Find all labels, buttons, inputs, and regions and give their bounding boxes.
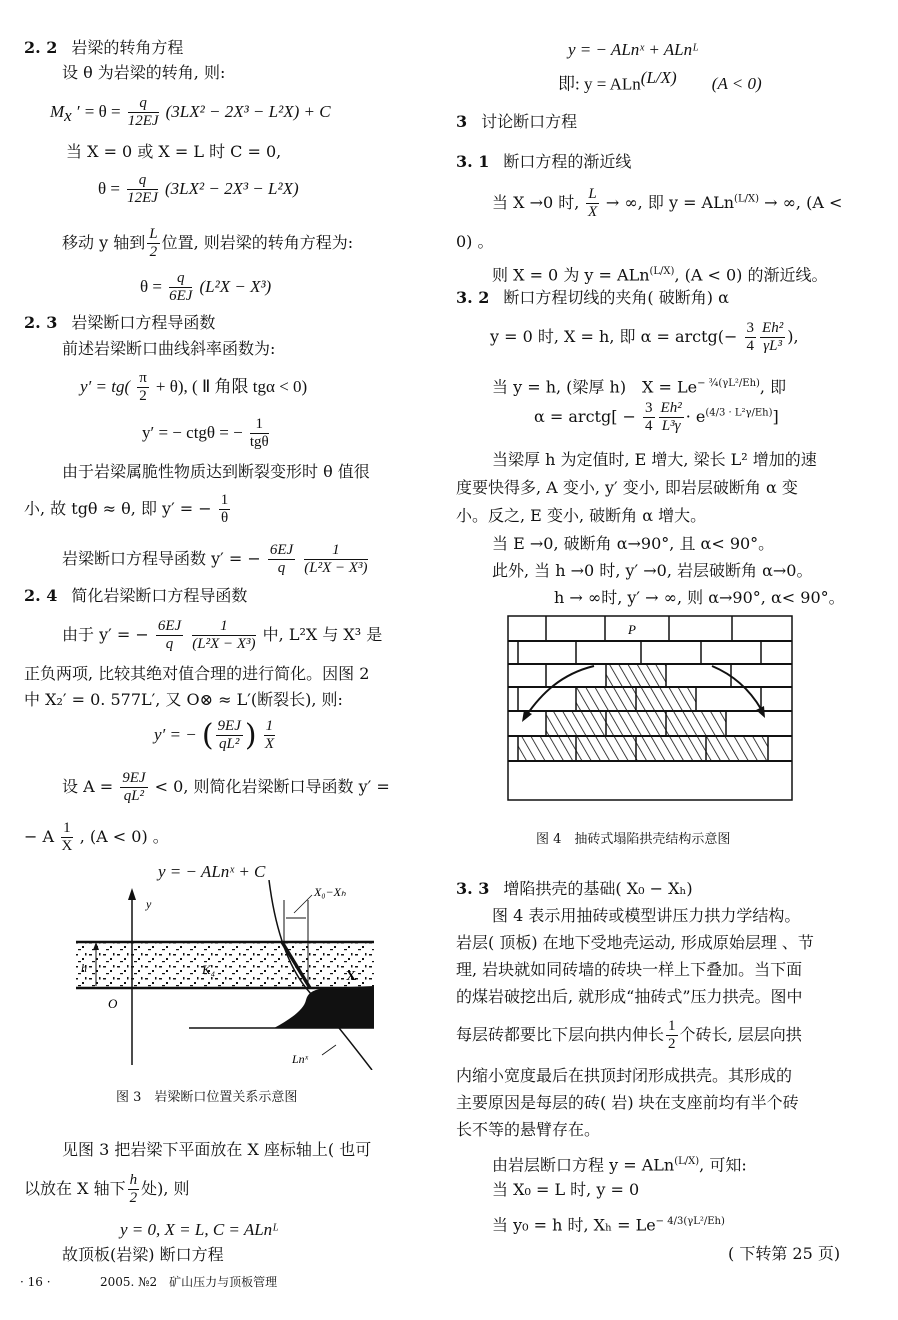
paragraph: 内缩小宽度最后在拱顶封闭形成拱壳。其形成的 bbox=[456, 1066, 793, 1085]
fraction bbox=[659, 400, 684, 435]
bracket: ) bbox=[244, 718, 257, 753]
page-number: · 16 · bbox=[20, 1275, 51, 1289]
eq-sup: (4/3 · L²γ/Eh) bbox=[705, 407, 773, 419]
eq-term: y′ = − bbox=[154, 725, 197, 744]
eq-term: (3LX² − 2X³ − L²X) + C bbox=[165, 102, 331, 121]
text: 岩梁断口方程导函数 y′ = − bbox=[62, 549, 261, 568]
numerator: 9EJ bbox=[217, 718, 241, 734]
fraction bbox=[61, 820, 73, 855]
text: 移动 y 轴到 bbox=[62, 233, 146, 252]
eq-sup: − ¾(γL²/Eh) bbox=[697, 378, 760, 389]
numerator: 6EJ bbox=[269, 542, 294, 558]
paragraph bbox=[492, 1152, 747, 1175]
fraction bbox=[147, 226, 159, 261]
text: → ∞, (A < bbox=[764, 193, 843, 212]
paragraph: 由于岩梁属脆性物质达到断裂变形时 θ 值很 bbox=[62, 462, 370, 481]
bracket: ( bbox=[201, 718, 214, 753]
equation bbox=[490, 320, 799, 355]
numerator: 3 bbox=[645, 400, 653, 416]
leader-line bbox=[322, 1045, 336, 1055]
paragraph bbox=[62, 226, 353, 261]
text: 当 y = h, (梁厚 h) X = Le bbox=[492, 377, 698, 397]
numerator: q bbox=[128, 95, 159, 113]
text: 当 X →0 时, bbox=[492, 193, 580, 212]
text: 当 y₀ = h 时, Xₕ = Le bbox=[492, 1215, 656, 1235]
equation: y = − ALnˣ + ALnᴸ bbox=[568, 40, 699, 59]
text: 每层砖都要比下层向拱内伸长 bbox=[456, 1025, 665, 1044]
eq-sup: − 4/3(γL²/Eh) bbox=[655, 1216, 725, 1227]
equation: y = 0, X = L, C = ALnᴸ bbox=[120, 1220, 279, 1239]
paragraph: 0) 。 bbox=[456, 232, 494, 251]
numerator: 1 bbox=[668, 1018, 676, 1034]
equation bbox=[534, 400, 779, 435]
text: < 0, 则简化岩梁断口导函数 y′ = bbox=[154, 777, 390, 796]
paragraph: 正负两项, 比较其绝对值合理的进行简化。因图 2 bbox=[24, 664, 370, 683]
eq-term: ′ = θ = bbox=[76, 102, 121, 121]
paragraph bbox=[456, 1018, 802, 1053]
section-3-2-heading bbox=[456, 288, 729, 308]
paragraph: 岩层( 顶板) 在地下受地壳运动, 形成原始层理 、节 bbox=[456, 933, 814, 952]
section-3-3-heading bbox=[456, 879, 693, 899]
text: 设 A = bbox=[62, 777, 114, 796]
text: 由岩层断口方程 y = ALn bbox=[492, 1155, 675, 1175]
text: , 可知: bbox=[699, 1155, 747, 1175]
denominator: qL² bbox=[219, 736, 240, 752]
eq-term: y′ = − ctgθ = − bbox=[142, 423, 243, 442]
fraction bbox=[643, 400, 655, 435]
paragraph: 此外, 当 h →0 时, y′ →0, 岩层破断角 α→0。 bbox=[492, 561, 813, 580]
fraction bbox=[304, 542, 367, 577]
equation bbox=[558, 68, 762, 94]
paragraph: 度要快得多, A 变小, y′ 变小, 即岩层破断角 α 变 bbox=[456, 478, 798, 497]
section-number: 3 bbox=[456, 112, 468, 131]
eq-sup: (L/X) bbox=[734, 193, 759, 205]
section-number: 2. 4 bbox=[24, 586, 58, 605]
numerator: q bbox=[169, 270, 192, 288]
text: 以放在 X 轴下 bbox=[24, 1179, 126, 1198]
section-number: 3. 2 bbox=[456, 288, 490, 307]
eq-term: 即: y = ALn bbox=[558, 74, 641, 94]
text: → ∞, 即 y = ALn bbox=[605, 193, 735, 212]
paragraph: 当梁厚 h 为定值时, E 增大, 梁长 L² 增加的速 bbox=[492, 450, 817, 469]
section-number: 3. 3 bbox=[456, 879, 490, 898]
fraction bbox=[156, 618, 183, 653]
fraction bbox=[127, 172, 158, 207]
equation bbox=[492, 374, 786, 397]
text: 位置, 则岩梁的转角方程为: bbox=[161, 233, 354, 252]
denominator: X bbox=[588, 204, 598, 220]
label-o: O bbox=[108, 996, 118, 1011]
text: 小, 故 tgθ ≈ θ, 即 y′ = − bbox=[24, 499, 212, 518]
numerator: 1 bbox=[192, 618, 255, 636]
denominator: qL² bbox=[123, 788, 145, 804]
paragraph: 图 4 表示用抽砖或模型讲压力拱力学结构。 bbox=[492, 906, 801, 925]
paragraph bbox=[62, 618, 382, 653]
paragraph bbox=[24, 1172, 190, 1207]
eq-term: θ = bbox=[98, 179, 120, 198]
fraction bbox=[169, 270, 192, 305]
fraction bbox=[250, 416, 269, 451]
paragraph bbox=[492, 186, 842, 221]
text: 个砖长, 层层向拱 bbox=[679, 1025, 802, 1044]
text: α = arctg[ − bbox=[534, 407, 636, 426]
denominator: 12EJ bbox=[127, 190, 158, 206]
denominator: 6EJ bbox=[169, 288, 193, 304]
denominator: X bbox=[264, 736, 274, 752]
continued-note: ( 下转第 25 页) bbox=[728, 1244, 841, 1263]
eq-term: y′ = tg( bbox=[80, 377, 131, 396]
numerator: Eh² bbox=[762, 320, 784, 336]
paragraph: 见图 3 把岩梁下平面放在 X 座标轴上( 也可 bbox=[62, 1140, 372, 1159]
hatched-brick bbox=[606, 664, 666, 687]
denominator: q bbox=[277, 560, 286, 576]
eq-sup: (L/X) bbox=[640, 68, 677, 87]
numerator: π bbox=[139, 370, 147, 386]
equation bbox=[140, 270, 271, 305]
section-title: 讨论断口方程 bbox=[481, 112, 578, 131]
paragraph: 的煤岩破挖出后, 就形成“抽砖式”压力拱壳。图中 bbox=[456, 987, 803, 1006]
paragraph bbox=[492, 262, 828, 285]
eq-sub: x bbox=[64, 106, 72, 126]
eq-term: θ = bbox=[140, 277, 162, 296]
paragraph: 长不等的悬臂存在。 bbox=[456, 1120, 601, 1139]
label-x: X bbox=[346, 969, 357, 984]
text: y = 0 时, X = h, 即 α = arctg(− bbox=[490, 327, 738, 346]
text: ), bbox=[787, 327, 799, 346]
numerator: 3 bbox=[746, 320, 755, 336]
paragraph: 当 E →0, 破断角 α→90°, 且 α< 90°。 bbox=[492, 534, 775, 553]
numerator: 1 bbox=[250, 416, 269, 434]
numerator: Eh² bbox=[660, 400, 682, 416]
figure-3-caption: 图 3 岩梁断口位置关系示意图 bbox=[116, 1090, 298, 1105]
denominator: tgθ bbox=[249, 434, 269, 450]
paragraph: 前述岩梁断口曲线斜率函数为: bbox=[62, 339, 276, 358]
denominator: 4 bbox=[746, 338, 755, 354]
numerator: h bbox=[129, 1172, 138, 1188]
numerator: L bbox=[149, 226, 158, 242]
paragraph bbox=[24, 492, 232, 527]
paragraph bbox=[492, 1212, 725, 1235]
text: 由于 y′ = − bbox=[62, 625, 149, 644]
section-2-4-heading bbox=[24, 586, 247, 606]
paragraph: h → ∞时, y′ → ∞, 则 α→90°, α< 90°。 bbox=[554, 588, 845, 607]
text: , 即 bbox=[759, 377, 787, 397]
fraction bbox=[760, 320, 785, 355]
numerator: q bbox=[127, 172, 158, 190]
paragraph: 当 X = 0 或 X = L 时 C = 0, bbox=[66, 142, 282, 161]
fraction bbox=[216, 718, 243, 753]
section-title: 简化岩梁断口方程导函数 bbox=[71, 586, 248, 605]
fraction bbox=[666, 1018, 678, 1053]
paragraph: 故顶板(岩梁) 断口方程 bbox=[62, 1245, 224, 1264]
section-title: 断口方程切线的夹角( 破断角) α bbox=[503, 288, 729, 307]
section-title: 断口方程的渐近线 bbox=[503, 152, 632, 171]
numerator: 1 bbox=[304, 542, 367, 560]
eq-term: + θ), ( Ⅱ 角限 tgα < 0) bbox=[155, 377, 308, 396]
text: · e bbox=[685, 407, 706, 426]
numerator: 9EJ bbox=[122, 770, 146, 786]
fraction bbox=[264, 718, 276, 753]
equation bbox=[154, 718, 277, 753]
paragraph bbox=[24, 820, 169, 855]
figure-3-diagram bbox=[74, 880, 374, 1070]
text: − A bbox=[24, 827, 55, 846]
text: 处), 则 bbox=[141, 1179, 190, 1198]
equation bbox=[142, 416, 271, 451]
eq-term: M bbox=[50, 102, 65, 121]
fraction bbox=[745, 320, 757, 355]
text: ] bbox=[772, 407, 779, 426]
eq-term: (L²X − X³) bbox=[199, 277, 272, 296]
label-h: h bbox=[81, 961, 87, 975]
label-k4: K₄ bbox=[202, 962, 216, 977]
equation bbox=[80, 370, 307, 405]
figure-4-caption: 图 4 抽砖式塌陷拱壳结构示意图 bbox=[536, 832, 731, 847]
paragraph: 小。反之, E 变小, 破断角 α 增大。 bbox=[456, 506, 707, 525]
journal-footer: 2005. №2 矿山压力与顶板管理 bbox=[100, 1275, 278, 1289]
section-2-2-heading bbox=[24, 38, 183, 58]
denominator: 2 bbox=[129, 1190, 138, 1206]
paragraph: 当 X₀ = L 时, y = 0 bbox=[492, 1180, 640, 1199]
hatched-brick bbox=[518, 736, 768, 761]
fraction bbox=[128, 95, 159, 130]
denominator: 12EJ bbox=[127, 113, 159, 129]
section-3-1-heading bbox=[456, 152, 631, 172]
denominator: 2 bbox=[149, 244, 158, 260]
denominator: (L²X − X³) bbox=[304, 560, 368, 576]
paragraph: 理, 岩块就如同砖墙的砖块一样上下叠加。当下面 bbox=[456, 960, 803, 979]
fraction bbox=[586, 186, 598, 221]
paragraph bbox=[62, 542, 370, 577]
coal-mass bbox=[274, 986, 374, 1028]
paragraph: 中 X₂′ = 0. 577L′, 又 O⊗ ≈ L′(断裂长), 则: bbox=[24, 690, 343, 709]
denominator: 2 bbox=[139, 388, 147, 404]
text: 中, L²X 与 X³ 是 bbox=[262, 625, 383, 644]
paragraph: 主要原因是每层的砖( 岩) 块在支座前均有半个砖 bbox=[456, 1093, 799, 1112]
text: , (A < 0) 的渐近线。 bbox=[674, 265, 828, 285]
section-number: 2. 2 bbox=[24, 38, 58, 57]
label-p: P bbox=[628, 622, 636, 637]
eq-term: (3LX² − 2X³ − L²X) bbox=[165, 179, 299, 198]
equation bbox=[98, 172, 299, 207]
figure-4-diagram bbox=[506, 614, 796, 802]
denominator: X bbox=[61, 838, 73, 854]
eq-term: (A < 0) bbox=[711, 74, 762, 94]
rock-layer bbox=[76, 942, 374, 988]
text: , (A < 0) 。 bbox=[79, 827, 169, 846]
section-title: 岩梁的转角方程 bbox=[71, 38, 184, 57]
denominator: 2 bbox=[668, 1036, 676, 1052]
fraction bbox=[128, 1172, 140, 1207]
section-title: 岩梁断口方程导函数 bbox=[71, 313, 216, 332]
label-x0-xh: X₀−Xₕ bbox=[314, 885, 346, 899]
denominator: γL³ bbox=[763, 338, 782, 354]
denominator: 4 bbox=[645, 418, 653, 434]
leader-line bbox=[294, 895, 312, 913]
section-2-3-heading bbox=[24, 313, 215, 333]
text: 则 X = 0 为 y = ALn bbox=[492, 265, 650, 285]
denominator: q bbox=[165, 636, 174, 652]
equation bbox=[50, 95, 331, 130]
label-lnx: Lnˣ bbox=[292, 1052, 309, 1066]
fraction bbox=[219, 492, 231, 527]
paragraph bbox=[62, 770, 390, 805]
section-3-heading bbox=[456, 112, 577, 132]
numerator: 1 bbox=[265, 718, 274, 734]
fraction bbox=[120, 770, 147, 805]
denominator: L³γ bbox=[661, 418, 681, 434]
fraction bbox=[268, 542, 295, 577]
section-number: 3. 1 bbox=[456, 152, 490, 171]
denominator: θ bbox=[220, 510, 229, 526]
label-y: y bbox=[146, 897, 152, 911]
hatched-brick bbox=[546, 711, 726, 736]
figure-3-equation: y = − ALnˣ + C bbox=[158, 862, 266, 881]
eq-sup: (L/X) bbox=[649, 266, 675, 277]
section-title: 增陷拱壳的基础( X₀ − Xₕ) bbox=[503, 879, 693, 898]
numerator: 1 bbox=[63, 820, 71, 836]
numerator: 6EJ bbox=[157, 618, 182, 634]
eq-sup: (L/X) bbox=[674, 1156, 700, 1167]
denominator: (L²X − X³) bbox=[192, 636, 256, 652]
y-axis-arrow-icon bbox=[128, 888, 136, 900]
section-number: 2. 3 bbox=[24, 313, 58, 332]
paragraph: 设 θ 为岩梁的转角, 则: bbox=[62, 63, 226, 82]
fraction bbox=[192, 618, 255, 653]
fraction bbox=[137, 370, 149, 405]
numerator: L bbox=[588, 186, 597, 202]
numerator: 1 bbox=[220, 492, 229, 508]
